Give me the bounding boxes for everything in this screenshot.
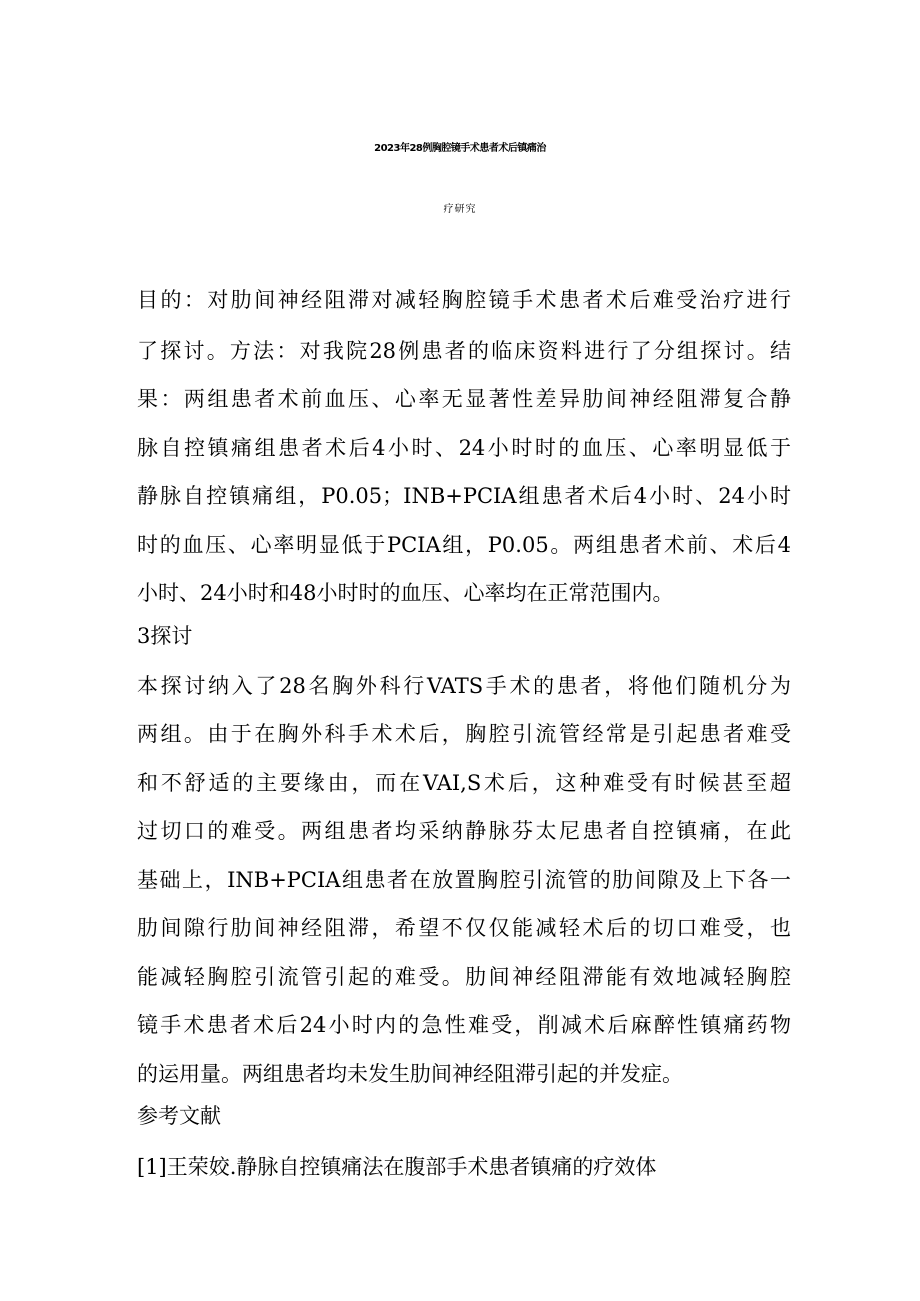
body-line: 两组。由于在胸外科手术术后，胸腔引流管经常是引起患者难受 xyxy=(137,722,791,746)
document-title-line-1: 2023年28例胸腔镜手术患者术后镇痛治 xyxy=(374,143,546,154)
section-heading: 3探讨 xyxy=(137,624,193,648)
body-line: 肋间隙行肋间神经阻滞，希望不仅仅能减轻术后的切口难受，也 xyxy=(137,916,791,940)
body-line: 静脉自控镇痛组，P0.05；INB+PCIA组患者术后4小时、24小时 xyxy=(137,484,791,508)
document-title-line-2: 疗研究 xyxy=(443,204,477,215)
body-line: 小时、24小时和48小时时的血压、心率均在正常范围内。 xyxy=(137,581,674,605)
body-line: 能减轻胸腔引流管引起的难受。肋间神经阻滞能有效地减轻胸腔 xyxy=(137,965,791,989)
body-line: 时的血压、心率明显低于PCIA组，P0.05。两组患者术前、术后4 xyxy=(137,533,791,557)
body-line: 本探讨纳入了28名胸外科行VATS手术的患者，将他们随机分为 xyxy=(137,674,791,698)
body-line: 目的：对肋间神经阻滞对减轻胸腔镜手术患者术后难受治疗进行 xyxy=(137,288,791,312)
section-heading: 参考文献 xyxy=(137,1104,221,1128)
body-line: 镜手术患者术后24小时内的急性难受，削减术后麻醉性镇痛药物 xyxy=(137,1013,791,1037)
body-line: 了探讨。方法：对我院28例患者的临床资料进行了分组探讨。结 xyxy=(137,339,791,363)
body-line: 果：两组患者术前血压、心率无显著性差异肋间神经阻滞复合静 xyxy=(137,387,791,411)
body-line: 基础上，INB+PCIA组患者在放置胸腔引流管的肋间隙及上下各一 xyxy=(137,868,791,892)
reference-item: [1]王荣姣.静脉自控镇痛法在腹部手术患者镇痛的疗效体 xyxy=(137,1155,657,1179)
body-line: 的运用量。两组患者均未发生肋间神经阻滞引起的并发症。 xyxy=(137,1062,683,1086)
body-line: 和不舒适的主要缘由，而在VAI,S术后，这种难受有时候甚至超 xyxy=(137,771,791,795)
body-line: 脉自控镇痛组患者术后4小时、24小时时的血压、心率明显低于 xyxy=(137,436,791,460)
body-line: 过切口的难受。两组患者均采纳静脉芬太尼患者自控镇痛，在此 xyxy=(137,819,791,843)
